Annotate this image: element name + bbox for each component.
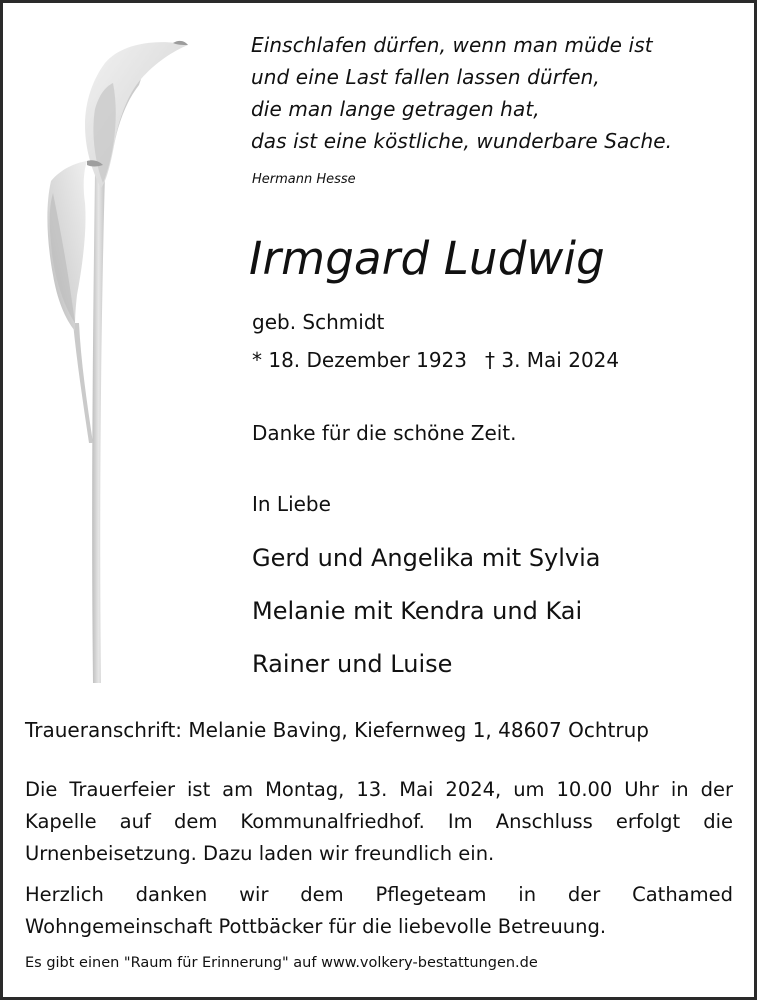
poem-line: die man lange getragen hat, <box>251 97 540 121</box>
family-member: Gerd und Angelika mit Sylvia <box>252 544 601 572</box>
poem-line: das ist eine köstliche, wunderbare Sache. <box>251 129 673 153</box>
thanks-line: Danke für die schöne Zeit. <box>252 421 517 445</box>
poem-quote <box>251 29 731 157</box>
mourning-address: Traueranschrift: Melanie Baving, Kiefernweg 1, 48607 Ochtrup <box>25 718 649 742</box>
maiden-name: geb. Schmidt <box>252 310 385 334</box>
calla-lily-icon <box>23 23 223 685</box>
gratitude-note: Herzlich danken wir dem Pflegeteam in der Cathamed Wohngemeinschaft Pottbäcker für die liebevolle Betreuung. <box>25 883 733 938</box>
family-member: Rainer und Luise <box>252 650 453 678</box>
family-member: Melanie mit Kendra und Kai <box>252 597 583 625</box>
poem-line: und eine Last fallen lassen dürfen, <box>251 65 600 89</box>
poem-line: Einschlafen dürfen, wenn man müde ist <box>251 33 653 57</box>
in-love-line: In Liebe <box>252 492 331 516</box>
birth-date: * 18. Dezember 1923 <box>252 348 467 372</box>
ceremony-info: Die Trauerfeier ist am Montag, 13. Mai 2024, um 10.00 Uhr in der Kapelle auf dem Kommunalfriedhof. Im Anschluss erfolgt die Urnenbeisetzung. Dazu laden wir freundlich ein. <box>25 778 733 865</box>
poem-author: Hermann Hesse <box>252 172 356 187</box>
deceased-name: Irmgard Ludwig <box>249 232 605 285</box>
life-dates <box>252 345 619 375</box>
footer-link-text: Es gibt einen "Raum für Erinnerung" auf www.volkery-bestattungen.de <box>25 955 538 971</box>
death-date: † 3. Mai 2024 <box>485 348 620 372</box>
family-list <box>252 538 601 697</box>
